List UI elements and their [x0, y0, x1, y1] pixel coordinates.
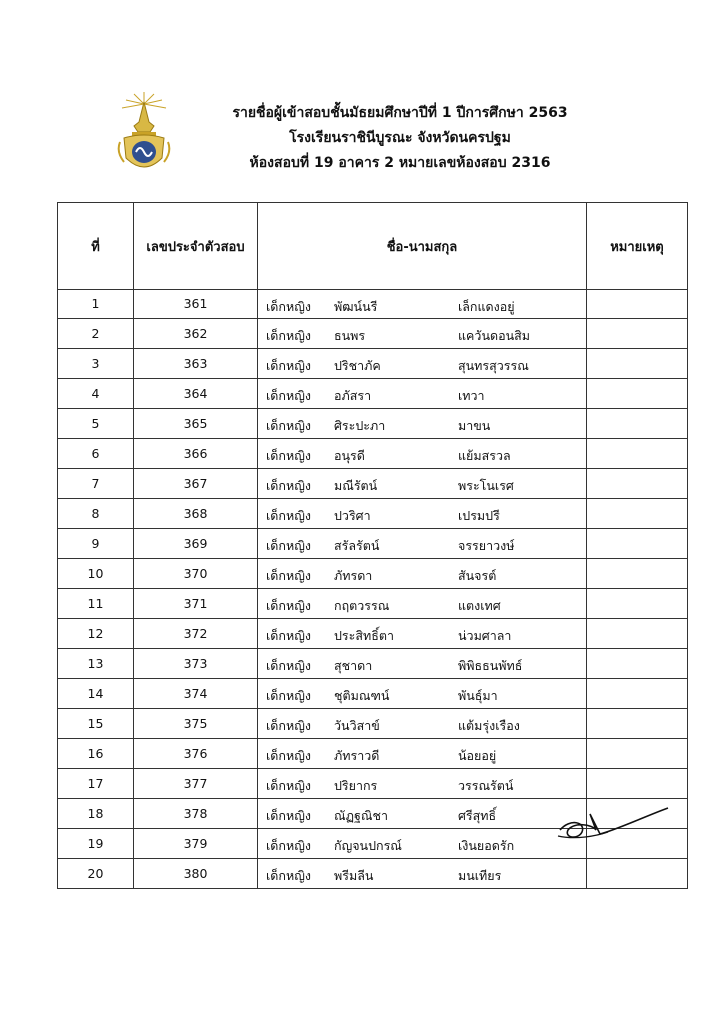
table-row [58, 439, 688, 469]
remarks-cell [587, 290, 688, 319]
row-number: 5 [58, 409, 134, 439]
row-number: 19 [58, 829, 134, 859]
remarks-cell [587, 349, 688, 379]
first-name: ปริยากร [334, 778, 378, 793]
row-number: 10 [58, 559, 134, 589]
remarks-cell [587, 679, 688, 709]
name-prefix: เด็กหญิง [266, 418, 311, 433]
name-cell [258, 829, 587, 859]
exam-id-cell: 364 [134, 379, 258, 409]
remarks-cell [587, 319, 688, 349]
table-row [58, 769, 688, 799]
first-name: อนุรดี [334, 448, 365, 463]
name-prefix: เด็กหญิง [266, 628, 311, 643]
name-prefix: เด็กหญิง [266, 838, 311, 853]
first-name: สรัลรัตน์ [334, 538, 380, 553]
exam-id-cell: 374 [134, 679, 258, 709]
first-name: สุชาดา [334, 658, 373, 673]
header-row [58, 203, 688, 290]
school-emblem-icon [116, 92, 172, 176]
name-prefix: เด็กหญิง [266, 868, 311, 883]
table-row [58, 290, 688, 319]
name-cell [258, 439, 587, 469]
last-name: น้อยอยู่ [458, 748, 497, 763]
row-number: 18 [58, 799, 134, 829]
table-row [58, 379, 688, 409]
exam-id-cell: 367 [134, 469, 258, 499]
remarks-cell [587, 469, 688, 499]
first-name: ชุติมณฑน์ [334, 688, 390, 703]
row-number: 4 [58, 379, 134, 409]
first-name: ธนพร [334, 328, 366, 343]
exam-id-cell: 368 [134, 499, 258, 529]
remarks-cell [587, 619, 688, 649]
last-name: น่วมศาลา [458, 628, 512, 643]
last-name: สันจรต์ [458, 568, 497, 583]
exam-id-cell: 366 [134, 439, 258, 469]
name-prefix: เด็กหญิง [266, 568, 311, 583]
last-name: แย้มสรวล [458, 448, 511, 463]
exam-id-cell: 371 [134, 589, 258, 619]
name-prefix: เด็กหญิง [266, 538, 311, 553]
header-line-2: โรงเรียนราชินีบูรณะ จังหวัดนครปฐม [289, 130, 511, 146]
name-cell [258, 529, 587, 559]
row-number: 12 [58, 619, 134, 649]
exam-id-cell: 365 [134, 409, 258, 439]
exam-id-cell: 362 [134, 319, 258, 349]
row-number: 14 [58, 679, 134, 709]
remarks-cell [587, 559, 688, 589]
first-name: ภัทราวดี [334, 748, 380, 763]
header-line-1: รายชื่อผู้เข้าสอบชั้นมัธยมศึกษาปีที่ 1 ปีการศึกษา 2563 [232, 105, 568, 121]
column-header-exam-id: เลขประจำตัวสอบ [134, 203, 258, 290]
exam-id-cell: 377 [134, 769, 258, 799]
row-number: 9 [58, 529, 134, 559]
first-name: มณีรัตน์ [334, 478, 378, 493]
name-cell [258, 769, 587, 799]
table-row [58, 319, 688, 349]
name-cell [258, 319, 587, 349]
remarks-cell [587, 379, 688, 409]
remarks-cell [587, 409, 688, 439]
name-prefix: เด็กหญิง [266, 448, 311, 463]
name-cell [258, 559, 587, 589]
remarks-cell [587, 529, 688, 559]
table-row [58, 709, 688, 739]
name-prefix: เด็กหญิง [266, 328, 311, 343]
exam-id-cell: 370 [134, 559, 258, 589]
roster-table [57, 202, 688, 889]
first-name: ณัฏฐณิชา [334, 808, 388, 823]
column-header-name: ชื่อ-นามสกุล [258, 203, 587, 290]
name-cell [258, 859, 587, 889]
name-cell [258, 409, 587, 439]
first-name: ภัทรดา [334, 568, 373, 583]
exam-id-cell: 373 [134, 649, 258, 679]
first-name: กฤตวรรณ [334, 598, 390, 613]
exam-id-cell: 369 [134, 529, 258, 559]
name-prefix: เด็กหญิง [266, 748, 311, 763]
row-number: 1 [58, 290, 134, 319]
last-name: พระโนเรศ [458, 478, 514, 493]
first-name: ประสิทธิ์ตา [334, 628, 394, 643]
remarks-cell [587, 769, 688, 799]
table-row [58, 649, 688, 679]
last-name: แควันดอนสิม [458, 328, 531, 343]
name-prefix: เด็กหญิง [266, 478, 311, 493]
row-number: 13 [58, 649, 134, 679]
name-cell [258, 469, 587, 499]
row-number: 15 [58, 709, 134, 739]
row-number: 11 [58, 589, 134, 619]
row-number: 2 [58, 319, 134, 349]
name-prefix: เด็กหญิง [266, 658, 311, 673]
last-name: มนเทียร [458, 868, 502, 883]
row-number: 6 [58, 439, 134, 469]
last-name: ศรีสุทธิ์ [458, 808, 497, 823]
exam-id-cell: 363 [134, 349, 258, 379]
table-row [58, 859, 688, 889]
exam-id-cell: 375 [134, 709, 258, 739]
name-cell [258, 349, 587, 379]
last-name: เงินยอดรัก [458, 838, 515, 853]
exam-id-cell: 376 [134, 739, 258, 769]
table-row [58, 679, 688, 709]
table-row [58, 739, 688, 769]
remarks-cell [587, 649, 688, 679]
signature-icon [556, 800, 674, 848]
name-prefix: เด็กหญิง [266, 718, 311, 733]
table-row [58, 499, 688, 529]
first-name: อภัสรา [334, 388, 372, 403]
last-name: เทวา [458, 388, 485, 403]
name-prefix: เด็กหญิง [266, 778, 311, 793]
last-name: วรรณรัตน์ [458, 778, 514, 793]
table-row [58, 619, 688, 649]
first-name: ปวริศา [334, 508, 371, 523]
table-row [58, 589, 688, 619]
name-prefix: เด็กหญิง [266, 688, 311, 703]
name-cell [258, 739, 587, 769]
column-header-number: ที่ [58, 203, 134, 290]
name-cell [258, 679, 587, 709]
exam-id-cell: 379 [134, 829, 258, 859]
name-prefix: เด็กหญิง [266, 598, 311, 613]
exam-id-cell: 361 [134, 290, 258, 319]
first-name: วันวิสาข์ [334, 718, 380, 733]
last-name: เปรมปรี [458, 508, 500, 523]
last-name: พันธุ์มา [458, 688, 498, 703]
name-cell [258, 619, 587, 649]
name-cell [258, 799, 587, 829]
table-row [58, 349, 688, 379]
remarks-cell [587, 439, 688, 469]
last-name: สุนทรสุวรรณ [458, 358, 529, 373]
name-prefix: เด็กหญิง [266, 298, 311, 314]
table-row [58, 409, 688, 439]
row-number: 16 [58, 739, 134, 769]
column-header-remarks: หมายเหตุ [587, 203, 688, 290]
last-name: พิพิธธนพัทธ์ [458, 658, 523, 673]
name-prefix: เด็กหญิง [266, 808, 311, 823]
roster-body [58, 290, 688, 889]
exam-id-cell: 378 [134, 799, 258, 829]
last-name: มาขน [458, 418, 491, 433]
row-number: 8 [58, 499, 134, 529]
row-number: 7 [58, 469, 134, 499]
name-cell [258, 709, 587, 739]
row-number: 17 [58, 769, 134, 799]
row-number: 20 [58, 859, 134, 889]
table-row [58, 469, 688, 499]
header-line-3: ห้องสอบที่ 19 อาคาร 2 หมายเลขห้องสอบ 2316 [249, 155, 551, 171]
name-cell [258, 649, 587, 679]
name-cell [258, 499, 587, 529]
remarks-cell [587, 859, 688, 889]
exam-id-cell: 380 [134, 859, 258, 889]
last-name: จรรยาวงษ์ [458, 538, 515, 553]
name-prefix: เด็กหญิง [266, 388, 311, 403]
name-cell [258, 379, 587, 409]
first-name: พรีมลีน [334, 868, 374, 883]
name-cell [258, 290, 587, 319]
last-name: เล็กแดงอยู่ [458, 298, 515, 314]
table-row [58, 529, 688, 559]
last-name: แต้มรุ่งเรือง [458, 718, 520, 733]
remarks-cell [587, 589, 688, 619]
name-prefix: เด็กหญิง [266, 508, 311, 523]
remarks-cell [587, 709, 688, 739]
first-name: ปริชาภัค [334, 358, 381, 373]
row-number: 3 [58, 349, 134, 379]
name-cell [258, 589, 587, 619]
first-name: ศิระปะภา [334, 418, 386, 433]
table-row [58, 559, 688, 589]
last-name: แตงเทศ [458, 598, 501, 613]
remarks-cell [587, 739, 688, 769]
first-name: กัญจนปกรณ์ [334, 838, 402, 853]
remarks-cell [587, 499, 688, 529]
name-prefix: เด็กหญิง [266, 358, 311, 373]
first-name: พัฒน์นรี [334, 298, 378, 314]
exam-id-cell: 372 [134, 619, 258, 649]
